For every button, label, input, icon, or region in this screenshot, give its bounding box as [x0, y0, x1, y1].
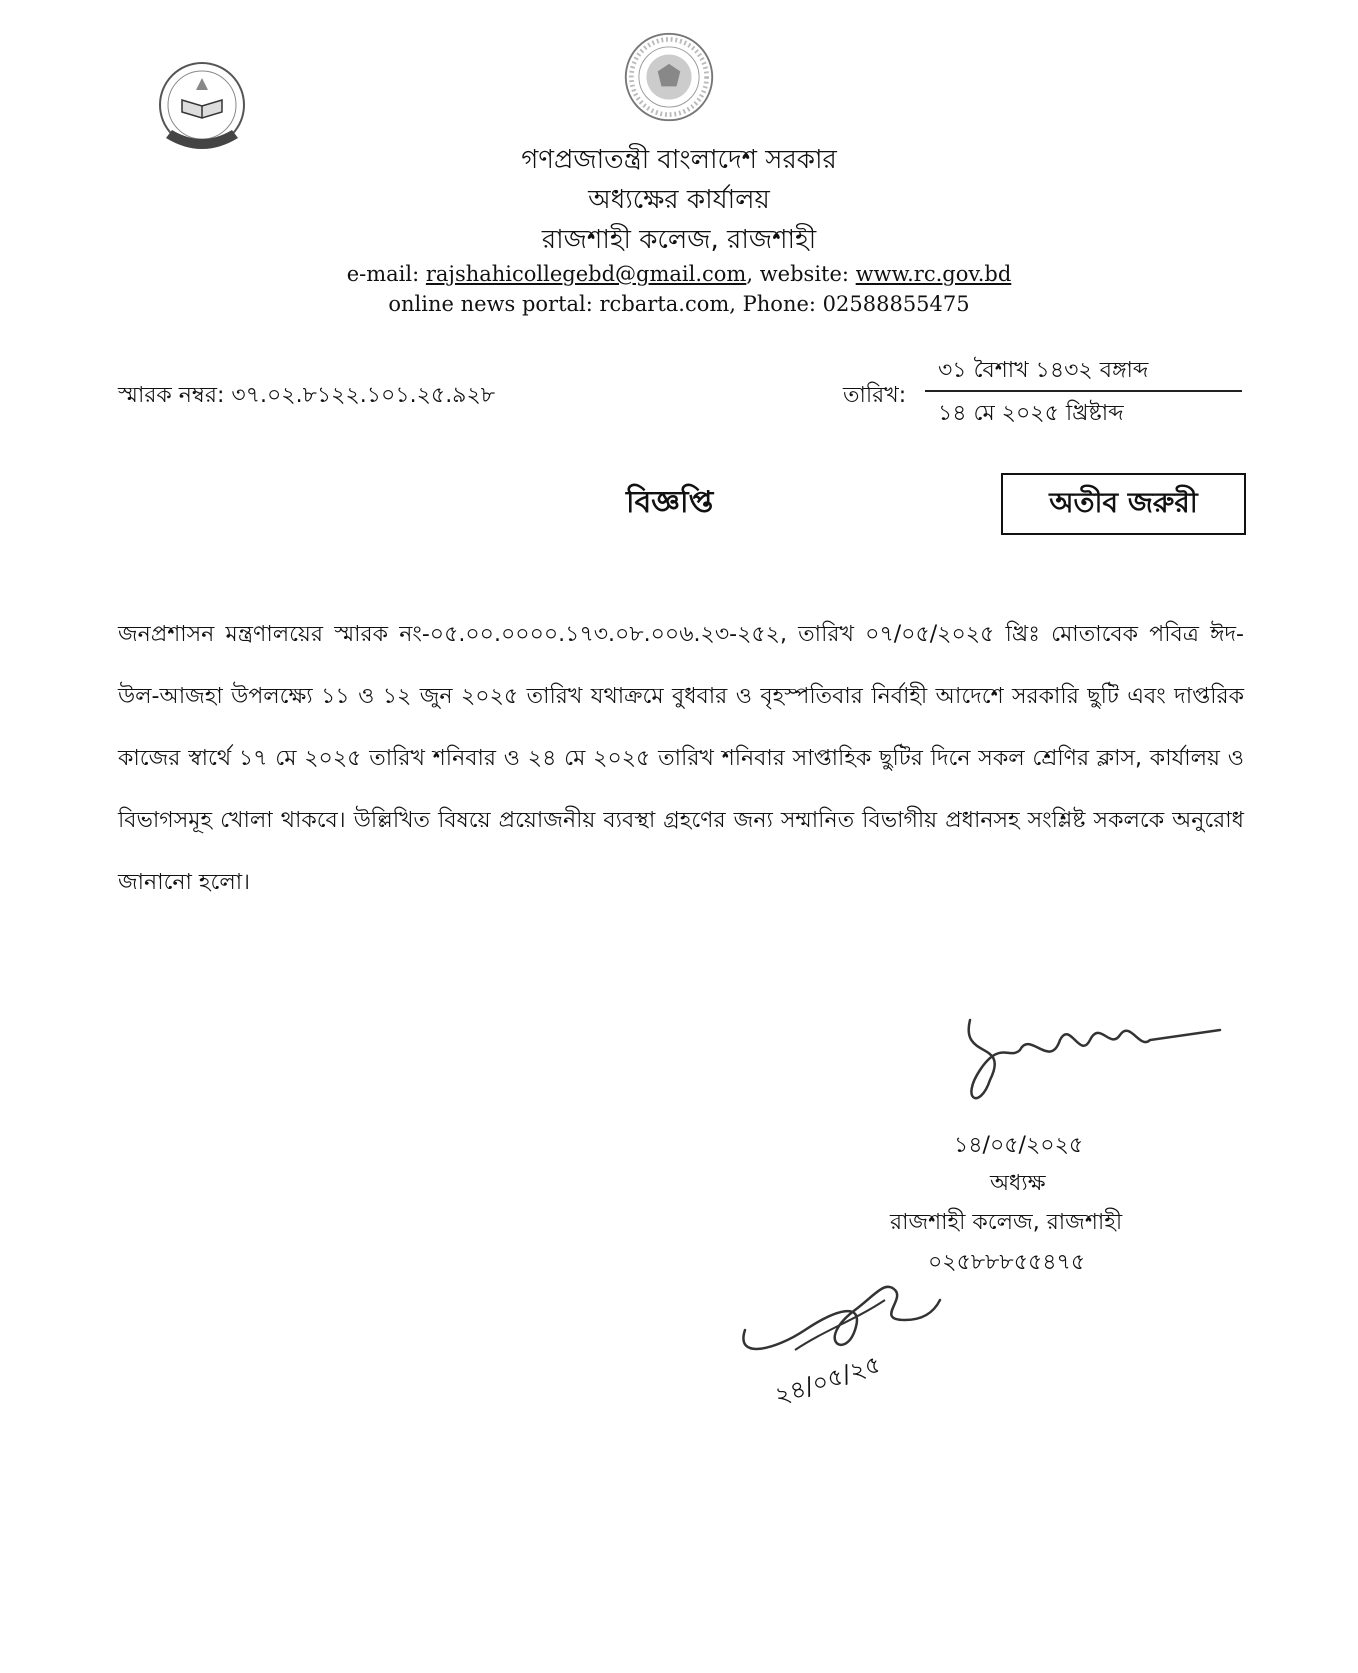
urgent-label: অতীব জরুরী — [1049, 485, 1198, 519]
signatory-title: অধ্যক্ষ — [990, 1171, 1046, 1196]
urgent-badge — [1001, 473, 1246, 535]
notice-body: জনপ্রশাসন মন্ত্রণালয়ের স্মারক নং-০৫.০০.০০০০.১৭৩.০৮.০০৬.২৩-২৫২, তারিখ ০৭/০৫/২০২৫ খ্রিঃ মোতাবেক পবিত্র ঈদ-উল-আজহা উপলক্ষ্যে ১১ ও ১২ জুন ২০২৫ তারিখ যথাক্রমে বুধবার ও বৃহস্পতিবার নির্বাহী আদেশে সরকারি ছুটি এবং দাপ্তরিক কাজের স্বার্থে ১৭ মে ২০২৫ তারিখ শনিবার ও ২৪ মে ২০২৫ তারিখ শনিবার সাপ্তাহিক ছুটির দিনে সকল শ্রেণির ক্লাস, কার্যালয় ও বিভাগসমূহ খোলা থাকবে। উল্লিখিত বিষয়ে প্রয়োজনীয় ব্যবস্থা গ্রহণের জন্য সম্মানিত বিভাগীয় প্রধানসহ সংশ্লিষ্ট সকলকে অনুরোধ জানানো হলো। — [118, 622, 1244, 895]
signatory-phone: ০২৫৮৮৮৫৫৪৭৫ — [928, 1250, 1086, 1275]
principal-signature — [950, 1000, 1240, 1120]
memo-number: স্মারক নম্বর: ৩৭.০২.৮১২২.১০১.২৫.৯২৮ — [118, 383, 496, 408]
date-label: তারিখ: — [843, 383, 907, 408]
portal-value: rcbarta.com — [599, 292, 730, 316]
date-divider — [925, 390, 1242, 392]
date-bangla: ৩১ বৈশাখ ১৪৩২ বঙ্গাব্দ — [938, 358, 1149, 383]
phone-label: Phone: — [742, 292, 816, 316]
contact-line: e-mail: rajshahicollegebd@gmail.com, website: www.rc.gov.bd — [346, 262, 1012, 286]
handwritten-date: ২৪/০৫/২৫ — [771, 1349, 885, 1411]
date-gregorian: ১৪ মে ২০২৫ খ্রিষ্টাব্দ — [938, 401, 1124, 426]
government-name: গণপ্রজাতন্ত্রী বাংলাদেশ সরকার — [521, 145, 837, 175]
signature-date: ১৪/০৫/২০২৫ — [954, 1133, 1084, 1158]
email-label: e-mail: — [346, 262, 420, 286]
institution-name: রাজশাহী কলেজ, রাজশাহী — [541, 225, 817, 255]
portal-label: online news portal: — [388, 292, 593, 316]
government-seal-icon — [622, 30, 716, 124]
website-link[interactable]: www.rc.gov.bd — [855, 262, 1012, 286]
office-name: অধ্যক্ষের কার্যালয় — [588, 185, 770, 215]
notice-title: বিজ্ঞপ্তি — [626, 485, 714, 520]
portal-line: online news portal: rcbarta.com, Phone: 02588855475 — [388, 292, 970, 316]
email-link[interactable]: rajshahicollegebd@gmail.com — [425, 262, 747, 286]
phone-value: 02588855475 — [822, 292, 970, 316]
website-label: website: — [759, 262, 849, 286]
signatory-institution: রাজশাহী কলেজ, রাজশাহী — [890, 1210, 1123, 1235]
